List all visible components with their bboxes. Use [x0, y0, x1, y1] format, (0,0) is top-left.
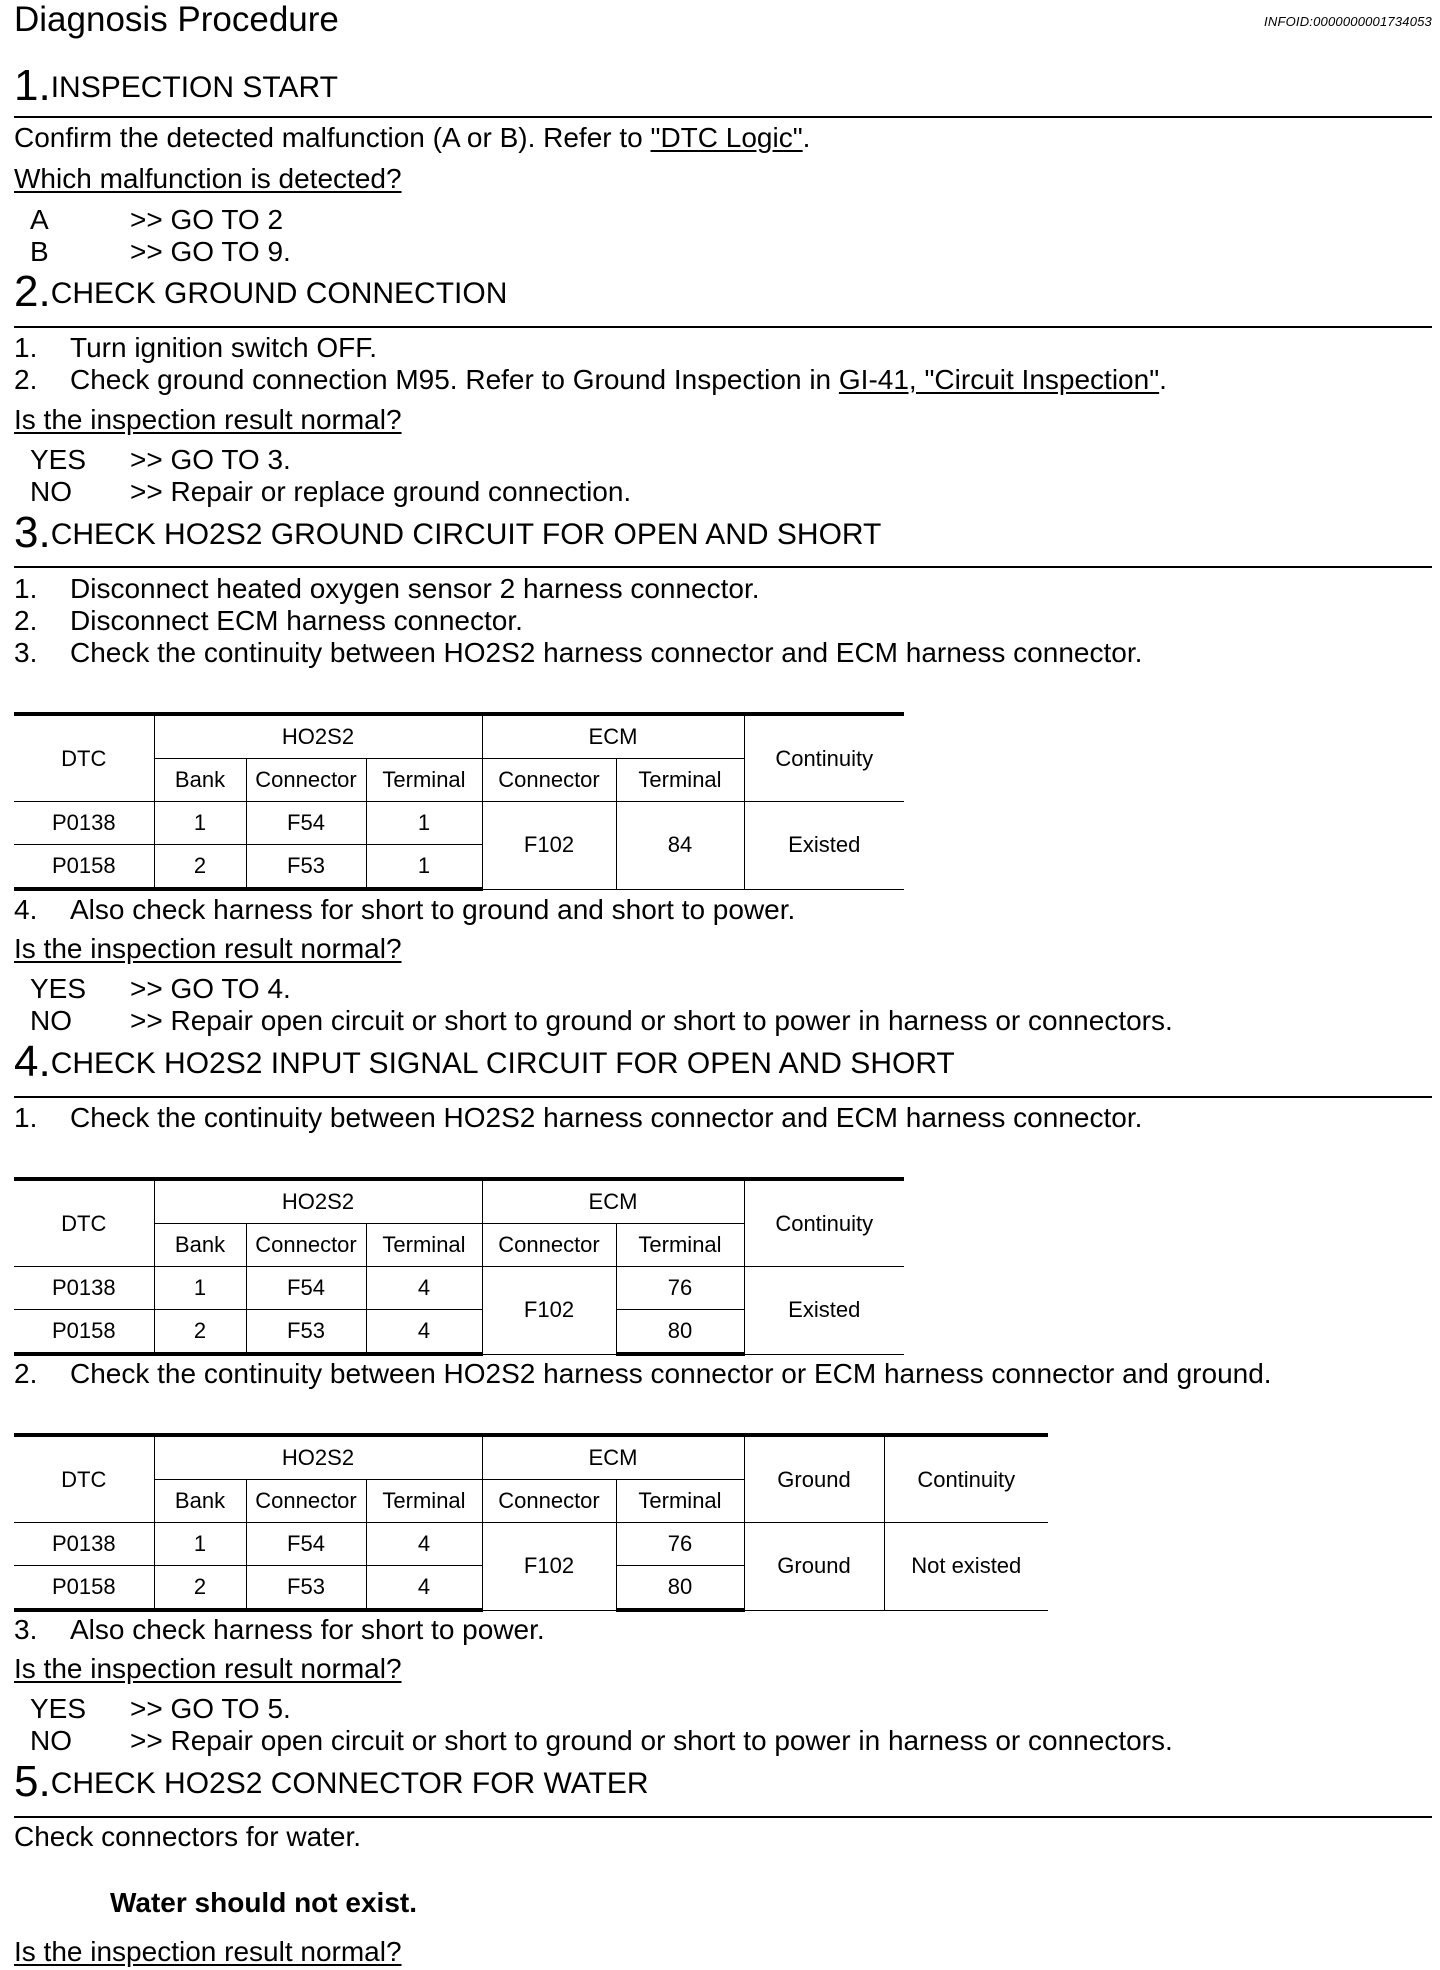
step-4-question: Is the inspection result normal? [14, 1653, 402, 1684]
cell-terminal: 4 [366, 1566, 482, 1611]
cell-terminal: 1 [366, 845, 482, 890]
dtc-logic-link[interactable]: "DTC Logic" [650, 122, 803, 153]
cell-ecm-terminal: 80 [616, 1310, 744, 1355]
header-ecm-terminal: Terminal [616, 759, 744, 802]
cell-continuity: Not existed [884, 1523, 1048, 1611]
page-title: Diagnosis Procedure [14, 0, 339, 39]
step-1-question: Which malfunction is detected? [14, 163, 402, 194]
header-ecm-connector: Connector [482, 759, 616, 802]
step-5-note: Water should not exist. [110, 1887, 417, 1918]
cell-ecm-terminal: 76 [616, 1267, 744, 1310]
header-ecm-connector: Connector [482, 1224, 616, 1267]
cell-ecm-connector: F102 [482, 1267, 616, 1355]
step-5-rule [14, 1816, 1432, 1818]
step-3-question: Is the inspection result normal? [14, 933, 402, 964]
header-ho2s2: HO2S2 [154, 1179, 482, 1224]
cell-dtc: P0158 [14, 845, 154, 890]
step-4-answer-no: NO >> Repair open circuit or short to ground or short to power in harness or connectors. [30, 1725, 1173, 1756]
step-2-question: Is the inspection result normal? [14, 404, 402, 435]
step-1-instruction: Confirm the detected malfunction (A or B). Refer to "DTC Logic". [14, 122, 811, 153]
info-id: INFOID:0000000001734053 [1264, 14, 1432, 29]
cell-terminal: 4 [366, 1523, 482, 1566]
cell-ecm-terminal: 80 [616, 1566, 744, 1611]
cell-bank: 1 [154, 1267, 246, 1310]
cell-connector: F53 [246, 1566, 366, 1611]
step-5-heading: 5.CHECK HO2S2 CONNECTOR FOR WATER [14, 1757, 649, 1806]
step-3-item-3: 3. Check the continuity between HO2S2 harness connector and ECM harness connector. [14, 637, 1143, 668]
header-connector: Connector [246, 1480, 366, 1523]
cell-connector: F53 [246, 1310, 366, 1355]
cell-ground: Ground [744, 1523, 884, 1611]
step-2-answer-no: NO >> Repair or replace ground connection. [30, 476, 632, 507]
header-connector: Connector [246, 1224, 366, 1267]
step-5-question: Is the inspection result normal? [14, 1936, 402, 1967]
header-terminal: Terminal [366, 759, 482, 802]
step-3-continuity-table [14, 712, 904, 891]
step-3-answer-yes: YES >> GO TO 4. [30, 973, 291, 1004]
cell-terminal: 4 [366, 1267, 482, 1310]
header-bank: Bank [154, 1480, 246, 1523]
cell-connector: F54 [246, 802, 366, 845]
header-dtc: DTC [14, 1179, 154, 1267]
header-bank: Bank [154, 1224, 246, 1267]
header-ecm: ECM [482, 1435, 744, 1480]
step-3-rule [14, 566, 1432, 568]
header-ho2s2: HO2S2 [154, 714, 482, 759]
step-3-item-4: 4. Also check harness for short to ground and short to power. [14, 894, 796, 925]
step-4-item-3: 3. Also check harness for short to power. [14, 1614, 545, 1645]
cell-terminal: 4 [366, 1310, 482, 1355]
step-2-answer-yes: YES >> GO TO 3. [30, 444, 291, 475]
table-row [14, 1267, 904, 1310]
header-bank: Bank [154, 759, 246, 802]
cell-dtc: P0138 [14, 802, 154, 845]
step-2-item-2: 2. Check ground connection M95. Refer to Ground Inspection in GI-41, "Circuit Inspection". [14, 364, 1167, 395]
cell-connector: F53 [246, 845, 366, 890]
table-row [14, 802, 904, 845]
step-2-rule [14, 326, 1432, 328]
step-1-rule [14, 116, 1432, 118]
header-dtc: DTC [14, 1435, 154, 1523]
step-3-heading: 3.CHECK HO2S2 GROUND CIRCUIT FOR OPEN AND SHORT [14, 508, 882, 557]
step-3-item-2: 2. Disconnect ECM harness connector. [14, 605, 523, 636]
table-row [14, 1523, 1048, 1566]
step-4-rule [14, 1096, 1432, 1098]
step-4-item-1: 1. Check the continuity between HO2S2 harness connector and ECM harness connector. [14, 1102, 1143, 1133]
step-1-answer-a: A >> GO TO 2 [30, 204, 284, 235]
cell-bank: 2 [154, 1310, 246, 1355]
header-ecm: ECM [482, 714, 744, 759]
step-4-ground-table [14, 1433, 1048, 1612]
cell-bank: 1 [154, 802, 246, 845]
header-terminal: Terminal [366, 1480, 482, 1523]
gi-41-link[interactable]: GI-41, "Circuit Inspection" [838, 364, 1160, 395]
step-1-heading: 1.INSPECTION START [14, 61, 338, 110]
cell-dtc: P0138 [14, 1523, 154, 1566]
cell-dtc: P0158 [14, 1566, 154, 1611]
cell-dtc: P0138 [14, 1267, 154, 1310]
header-connector: Connector [246, 759, 366, 802]
cell-dtc: P0158 [14, 1310, 154, 1355]
header-terminal: Terminal [366, 1224, 482, 1267]
cell-connector: F54 [246, 1523, 366, 1566]
step-3-answer-no: NO >> Repair open circuit or short to ground or short to power in harness or connectors. [30, 1005, 1173, 1036]
header-ecm: ECM [482, 1179, 744, 1224]
header-continuity: Continuity [744, 714, 904, 802]
step-5-instruction: Check connectors for water. [14, 1821, 362, 1852]
cell-ecm-connector: F102 [482, 1523, 616, 1611]
cell-terminal: 1 [366, 802, 482, 845]
header-ecm-connector: Connector [482, 1480, 616, 1523]
cell-bank: 2 [154, 845, 246, 890]
step-2-item-1: 1. Turn ignition switch OFF. [14, 332, 378, 363]
header-ecm-terminal: Terminal [616, 1480, 744, 1523]
step-4-continuity-table [14, 1177, 904, 1356]
cell-continuity: Existed [744, 1267, 904, 1355]
step-4-answer-yes: YES >> GO TO 5. [30, 1693, 291, 1724]
header-dtc: DTC [14, 714, 154, 802]
cell-ecm-connector: F102 [482, 802, 616, 890]
cell-ecm-terminal: 76 [616, 1523, 744, 1566]
header-ho2s2: HO2S2 [154, 1435, 482, 1480]
step-3-item-1: 1. Disconnect heated oxygen sensor 2 harness connector. [14, 573, 760, 604]
step-4-item-2: 2. Check the continuity between HO2S2 harness connector or ECM harness connector and ground. [14, 1358, 1272, 1389]
cell-bank: 2 [154, 1566, 246, 1611]
cell-ecm-terminal: 84 [616, 802, 744, 890]
header-ecm-terminal: Terminal [616, 1224, 744, 1267]
header-continuity: Continuity [744, 1179, 904, 1267]
step-2-heading: 2.CHECK GROUND CONNECTION [14, 267, 508, 316]
step-4-heading: 4.CHECK HO2S2 INPUT SIGNAL CIRCUIT FOR OPEN AND SHORT [14, 1037, 955, 1086]
header-ground: Ground [744, 1435, 884, 1523]
cell-bank: 1 [154, 1523, 246, 1566]
step-1-answer-b: B >> GO TO 9. [30, 236, 291, 267]
cell-continuity: Existed [744, 802, 904, 890]
cell-connector: F54 [246, 1267, 366, 1310]
header-continuity: Continuity [884, 1435, 1048, 1523]
